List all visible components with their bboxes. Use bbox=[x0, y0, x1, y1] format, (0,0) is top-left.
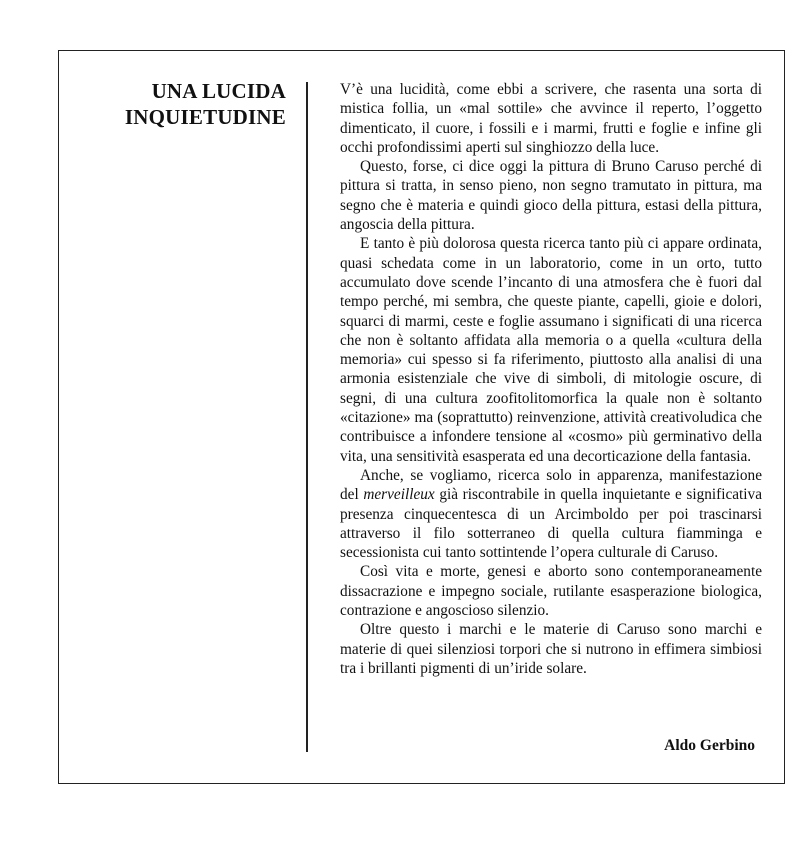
paragraph-3: E tanto è più dolorosa questa ricerca tanto più ci appare ordinata, quasi schedata come in un laboratorio, come in un orto, tutto accumulato dove scende l’incanto di una atmosfera che è fuori dal tempo perché, mi sembra, che queste piante, capelli, gioie e dolori, squarci di marmi, ceste e foglie assumano i significati di una ricerca che non è soltanto affidata alla memoria o a quella «cultura della memoria» cui spesso si fa riferimento, piuttosto alla analisi di una armonia esistenziale che vive di simboli, di mitologie oscure, di segni, di una cultura zoofitolitomorfica la quale non è soltanto «citazione» ma (soprattutto) reinvenzione, attività creativoludica che contribuisce a infondere tensione al «cosmo» più germinativo della vita, una sensitività esasperata ed una decorticazione della fantasia. bbox=[340, 235, 762, 465]
paragraph-1: V’è una lucidità, come ebbi a scrivere, che rasenta una sorta di mistica follia, un «mal sottile» che avvince il reperto, l’oggetto dimenticato, il cuore, i fossili e i marmi, frutti e foglie e infine gli occhi profondissimi aperti sul singhiozzo della luce. bbox=[340, 81, 762, 156]
paragraph-4-start: Anche, se vogliamo, ricerca solo in apparenza, manifestazione del bbox=[340, 466, 762, 504]
paragraph-2: Questo, forse, ci dice oggi la pittura di Bruno Caruso perché di pittura si tratta, in senso pieno, non segno tramutato in pittura, ma segno che è materia e quindi gioco della pittura, estasi della pittura, angoscia della pittura. bbox=[340, 158, 762, 234]
vertical-divider bbox=[306, 82, 308, 752]
article-body bbox=[340, 80, 762, 678]
article-title bbox=[100, 78, 286, 130]
paragraph-5: Così vita e morte, genesi e aborto sono contemporaneamente dissacrazione e impegno sociale, rutilante esasperazione biologica, contrazione e angoscioso silenzio. bbox=[340, 563, 762, 620]
paragraph-4 bbox=[340, 466, 762, 562]
paragraph-4-end: già riscontrabile in quella inquietante e significativa presenza cinquecentesca di un Arcimboldo per poi trascinarsi attraverso il filo sotterraneo di quella cultura fiamminga e secessionista cui tanto sottintende l’opera culturale di Caruso. bbox=[340, 486, 762, 562]
paragraph-6: Oltre questo i marchi e le materie di Caruso sono marchi e materie di quei silenziosi torpori che si nutrono in effimera simbiosi tra i brillanti pigmenti di un’iride solare. bbox=[340, 621, 762, 677]
author-signature: Aldo Gerbino bbox=[664, 737, 755, 754]
paragraph-4-italic: merveilleux bbox=[363, 486, 435, 504]
title-line-2: INQUIETUDINE bbox=[124, 105, 286, 129]
title-line-1: UNA LUCIDA bbox=[151, 79, 286, 103]
